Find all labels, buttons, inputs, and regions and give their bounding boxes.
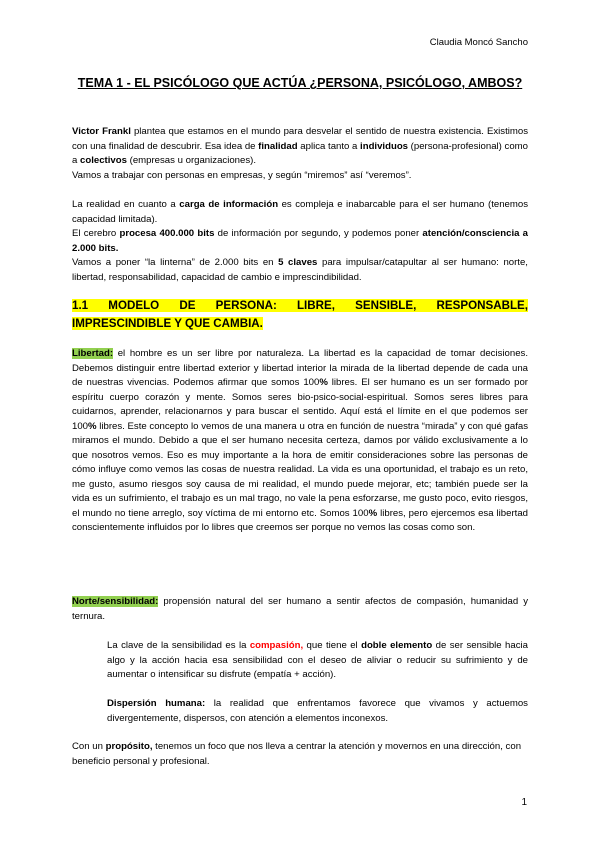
compasion-highlight: compasión,	[249, 640, 304, 651]
norte-label: Norte/sensibilidad:	[72, 596, 159, 607]
header-author: Claudia Moncó Sancho	[429, 37, 528, 48]
info-paragraph-3: Vamos a poner “la linterna” de 2.000 bits en 5 claves para impulsar/catapultar al ser humano: norte, libertad, responsabilidad, capacidad de cambio e imprescindibilidad.	[72, 257, 528, 283]
compasion-paragraph: La clave de la sensibilidad es la compasión, que tiene el doble elemento de ser sensible hacia algo y la acción hacia esa sensibilidad con el deseo de aliviar o reducir su sufrimiento y de aumentar o intensificar su disfrute (empatía + acción).	[107, 640, 528, 680]
proposito-paragraph: Con un propósito, tenemos un foco que nos lleva a centrar la atención y movernos en una dirección, con beneficio personal y profesional.	[72, 741, 522, 767]
page-title: TEMA 1 - EL PSICÓLOGO QUE ACTÚA ¿PERSONA, PSICÓLOGO, AMBOS?	[77, 76, 523, 90]
intro-paragraph-2: Vamos a trabajar con personas en empresas, y según “miremos” así “veremos”.	[72, 170, 412, 181]
info-paragraph-2: El cerebro procesa 400.000 bits de información por segundo, y podemos poner atención/consciencia a 2.000 bits.	[72, 228, 528, 254]
norte-paragraph: Norte/sensibilidad: propensión natural del ser humano a sentir afectos de compasión, humanidad y ternura.	[72, 596, 528, 622]
dispersion-paragraph: Dispersión humana: la realidad que enfrentamos favorece que vivamos y actuemos divergentemente, dispersos, con atención a elementos inconexos.	[107, 698, 528, 724]
page-number: 1	[521, 797, 527, 808]
libertad-paragraph: Libertad: el hombre es un ser libre por naturaleza. La libertad es la capacidad de tomar decisiones. Debemos distinguir entre libertad exterior y libertad interior la mirada de la libertad depende de cada una de nuestras vivencias. Podemos afirmar que somos 100% libres. El ser humano es un ser formado por espíritu cuerpo corazón y mente. Somos seres bio-psico-social-espiritual. Somos seres libres para cuidarnos, aprender, relacionarnos y para buscar el sentido. Aquí está el límite en el que podemos ser 100% libres. Este concepto lo vemos de una manera u otra en función de nuestra “mirada” y con qué gafas miramos el mundo. Debido a que el ser humano necesita certeza, damos por válido exclusivamente a lo que nosotros vemos. Eso es muy importante a la hora de emitir consideraciones sobre las personas de cómo influye como vemos las cosas de nuestra realidad. La vida es una oportunidad, el trabajo es un reto, me gusto, asumo riesgos soy causa de mi realidad, el mundo puede mejorar, etc; también puede ser la vida es un sufrimiento, el trabajo es un mal trago, no vale la pena esforzarse, me gusto poco, evito riesgos, el mundo no tiene arreglo, soy víctima de mi entorno etc. Somos 100% libres, pero ejercemos esa libertad conscientemente influidos por lo libres que creemos ser porque no vemos las cosas como son.	[72, 348, 529, 533]
libertad-label: Libertad:	[72, 348, 114, 359]
info-paragraph-1: La realidad en cuanto a carga de información es compleja e inabarcable para el ser humano (tenemos capacidad limitada).	[72, 199, 528, 225]
intro-bold-frankl: Victor Frankl	[72, 126, 131, 137]
section-heading: 1.1 MODELO DE PERSONA: LIBRE, SENSIBLE, RESPONSABLE, IMPRESCINDIBLE Y QUE CAMBIA.	[72, 299, 528, 330]
intro-paragraph: Victor Frankl plantea que estamos en el mundo para desvelar el sentido de nuestra existencia. Existimos con una finalidad de descubrir. Esa idea de finalidad aplica tanto a individuos (persona-profesional) como a colectivos (empresas u organizaciones).	[72, 126, 529, 166]
